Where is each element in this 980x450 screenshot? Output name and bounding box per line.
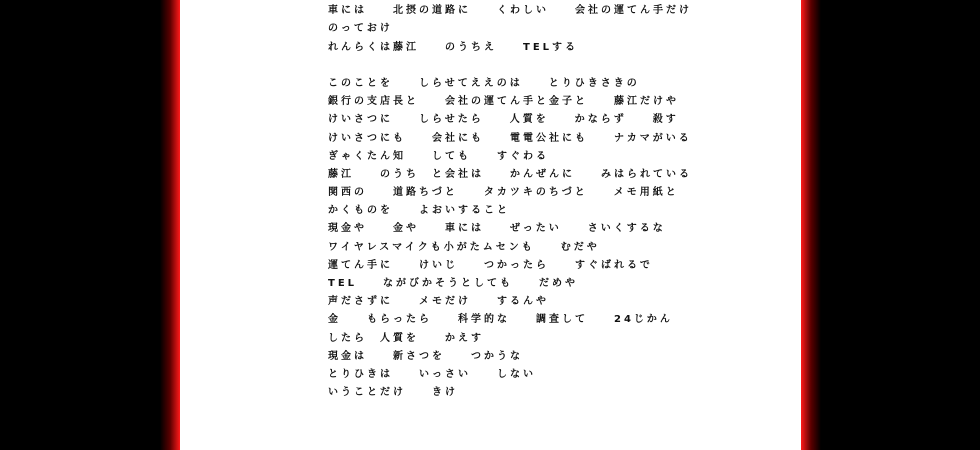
letter-page	[180, 0, 801, 450]
letter-line: いうことだけ きけ	[328, 387, 458, 399]
letter-line: 関西の 道路ちづと タカツキのちづと メモ用紙と	[328, 187, 679, 199]
letter-line: ぎゃくたん知 しても すぐわる	[328, 150, 549, 162]
letter-line: 銀行の支店長と 会社の運てん手と金子と 藤江だけや	[328, 96, 679, 108]
letter-line: けいさつにも 会社にも 電電公社にも ナカマがいる	[328, 132, 692, 144]
letter-line: かくものを よおいすること	[328, 205, 510, 217]
letter-line: TEL ながびかそうとしても だめや	[328, 278, 579, 289]
letter-line: したら 人質を かえす	[328, 332, 484, 344]
letter-line: 声ださずに メモだけ するんや	[328, 296, 549, 308]
letter-line: 現金や 金や 車には ぜったい さいくするな	[328, 223, 666, 235]
right-red-glow-border	[801, 0, 821, 450]
letter-line: 藤江 のうち と会社は かんぜんに みはられている	[328, 168, 692, 180]
letter-line: 金 もらったら 科学的な 調査して 24じかん	[328, 314, 673, 326]
letter-line: 現金は 新さつを つかうな	[328, 350, 523, 362]
letter-line: 運てん手に けいじ つかったら すぐばれるで	[328, 259, 653, 271]
letter-line: このことを しらせてええのは とりひきさきの	[328, 77, 640, 89]
letter-line: けいさつに しらせたら 人質を かならず 殺す	[328, 114, 679, 126]
letter-text-block	[328, 0, 788, 402]
letter-blank-line	[328, 57, 788, 75]
letter-line: ワイヤレスマイクも小がたムセンも むだや	[328, 241, 600, 253]
letter-line: とりひきは いっさい しない	[328, 368, 536, 380]
letter-line: のっておけ	[328, 23, 393, 35]
letter-line: 車には 北摂の道路に くわしい 会社の運てん手だけ	[328, 5, 692, 17]
left-red-glow-border	[160, 0, 180, 450]
letter-line: れんらくは藤江 のうちえ TELする	[328, 41, 579, 53]
